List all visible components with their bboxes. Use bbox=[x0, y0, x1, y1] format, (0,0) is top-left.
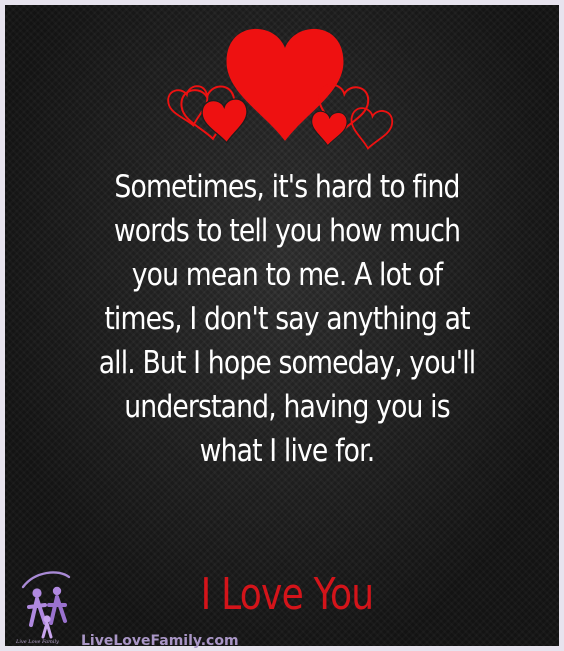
quote-text: Sometimes, it's hard to find words to tell you how much you mean to me. A lot of times, I don't say anything at all. But I hope someday, you'll understand, having you is what I live for. bbox=[98, 169, 476, 469]
site-url: LiveLoveFamily.com bbox=[81, 633, 239, 649]
outline-heart-icon bbox=[348, 107, 394, 151]
small-heart-icon bbox=[310, 111, 348, 147]
hearts-graphic bbox=[165, 11, 405, 161]
family-logo-icon bbox=[15, 567, 75, 649]
logo-caption: Live Love Family bbox=[16, 639, 59, 645]
small-heart-icon bbox=[201, 98, 249, 144]
headline-text: I Love You bbox=[200, 569, 374, 620]
